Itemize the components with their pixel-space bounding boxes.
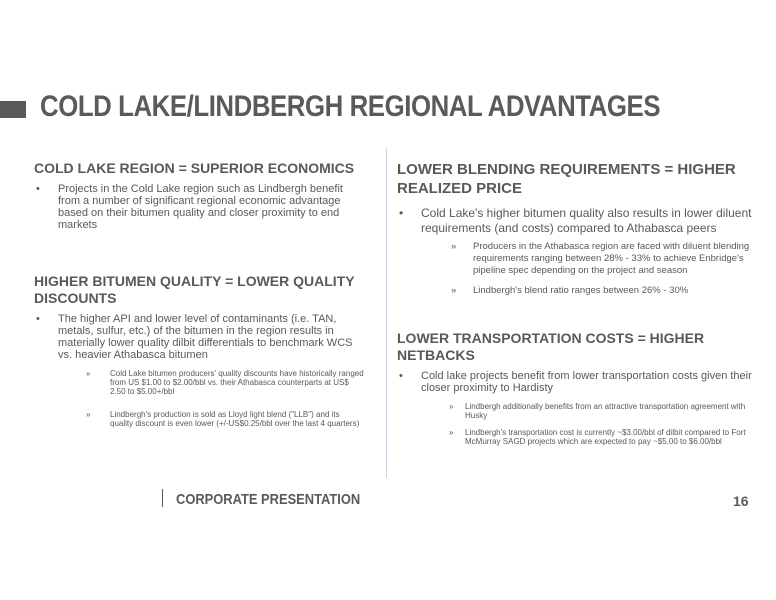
page-title: COLD LAKE/LINDBERGH REGIONAL ADVANTAGES xyxy=(40,90,661,123)
bullet-list xyxy=(397,370,757,446)
sub-bullet-item: » Lindbergh's transportation cost is currently ~$3.00/bbl of dilbit compared to Fort McMurray SAGD projects which are expected to pay ~$5.00 to $6.00/bbl xyxy=(397,428,757,446)
footer-divider xyxy=(162,489,163,507)
section-heading: HIGHER BITUMEN QUALITY = LOWER QUALITY DISCOUNTS xyxy=(34,273,355,306)
bullet-item: • Cold lake projects benefit from lower transportation costs given their closer proximity to Hardisty xyxy=(397,370,757,394)
sub-bullet-item: » Lindbergh's blend ratio ranges between 26% - 30% xyxy=(397,285,757,297)
title-accent-bar xyxy=(0,101,26,118)
section-heading: COLD LAKE REGION = SUPERIOR ECONOMICS xyxy=(34,160,355,176)
bullet-list xyxy=(34,183,364,231)
sub-bullet-item: » Producers in the Athabasca region are faced with diluent blending requirements ranging between 28% - 33% to achieve Enbridge's pipeline spec depending on the project and season xyxy=(397,241,757,277)
page-number: 16 xyxy=(733,493,749,509)
bullet-list xyxy=(34,313,364,428)
sub-bullet-item: » Cold Lake bitumen producers' quality discounts have historically ranged from US $1.00 to $2.00/bbl vs. their Athabasca counterparts at US$ 2.50 to $5.00+/bbl xyxy=(34,369,364,396)
column-divider xyxy=(386,148,387,478)
left-section-superior-economics xyxy=(34,160,364,231)
section-heading: LOWER BLENDING REQUIREMENTS = HIGHER REALIZED PRICE xyxy=(397,161,736,197)
section-heading: LOWER TRANSPORTATION COSTS = HIGHER NETBACKS xyxy=(397,330,705,363)
left-section-quality-discounts xyxy=(34,273,364,428)
footer-label: CORPORATE PRESENTATION xyxy=(176,491,361,508)
bullet-list xyxy=(397,206,757,297)
bullet-item: • Cold Lake's higher bitumen quality also results in lower diluent requirements (and costs) compared to Athabasca peers xyxy=(397,206,757,236)
bullet-item: • The higher API and lower level of contaminants (i.e. TAN, metals, sulfur, etc.) of the bitumen in the region results in materially lower quality dilbit differentials to benchmark WCS vs. heavier Athabasca bitumen xyxy=(34,313,364,361)
right-section-transportation xyxy=(397,330,757,446)
sub-bullet-item: » Lindbergh additionally benefits from an attractive transportation agreement with Husky xyxy=(397,402,757,420)
bullet-item: • Projects in the Cold Lake region such as Lindbergh benefit from a number of significant regional economic advantage based on their bitumen quality and closer proximity to end markets xyxy=(34,183,364,231)
sub-bullet-item: » Lindbergh's production is sold as Lloyd light blend ("LLB") and its quality discount is even lower (+/-US$0.25/bbl over the last 4 quarters) xyxy=(34,410,364,428)
right-section-blending xyxy=(397,160,757,297)
